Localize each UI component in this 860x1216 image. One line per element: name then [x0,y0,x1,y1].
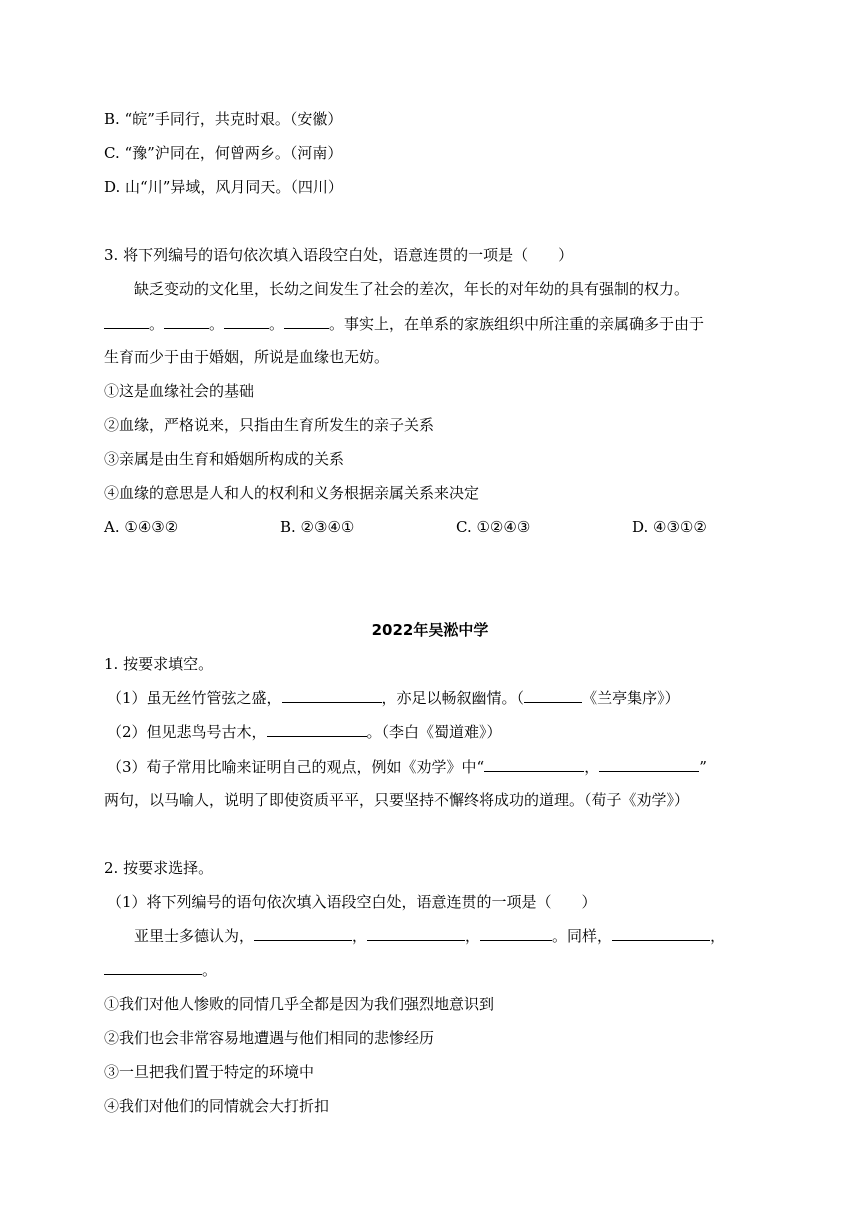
q3-item-2: ②血缘，严格说来，只指由生育所发生的亲子关系 [104,416,435,434]
text: 。同样， [552,927,613,945]
q2-item-3: ③一旦把我们置于特定的环境中 [104,1063,315,1081]
text: ， [710,927,726,945]
option-b-line: B. “皖”手同行，共克时艰。（安徽） [104,110,343,128]
sep: 。 [269,315,285,333]
text: 。（李白《蜀道难》） [366,723,502,741]
fill-blank[interactable] [282,688,382,703]
q3-stem: 3. 将下列编号的语句依次填入语段空白处，语意连贯的一项是（ ） [104,246,574,264]
q2-item-1: ①我们对他人惨败的同情几乎全都是因为我们强烈地意识到 [104,995,495,1013]
text: ” [699,758,707,776]
text: ，亦足以畅叙幽情。（ [381,689,525,707]
q3-item-1: ①这是血缘社会的基础 [104,382,255,400]
q3-para3: 生育而少于由于婚姻，所说是血缘也无妨。 [104,348,390,366]
q2-sub1: （1）将下列编号的语句依次填入语段空白处，语意连贯的一项是（ ） [107,893,597,911]
q3-option-a[interactable]: A. ①④③② [104,518,179,536]
q3-item-3: ③亲属是由生育和婚姻所构成的关系 [104,450,345,468]
fill-blank[interactable] [284,314,329,329]
text: 。 [202,961,218,979]
fill-blank[interactable] [254,926,352,941]
option-d-line: D. 山“川”异域，风月同天。（四川） [104,178,343,196]
section-title: 2022年吴淞中学 [371,621,489,639]
fill-blank[interactable] [612,926,710,941]
q1-sub1 [107,687,680,709]
q3-option-c[interactable]: C. ①②④③ [456,518,531,536]
q1-sub3 [107,756,707,778]
q3-para2 [104,313,704,335]
q3-option-b[interactable]: B. ②③④① [280,518,355,536]
text: 亚里士多德认为， [134,927,255,945]
fill-blank[interactable] [104,960,202,975]
fill-blank[interactable] [224,314,269,329]
q3-item-4: ④血缘的意思是人和人的权利和义务根据亲属关系来决定 [104,484,480,502]
text: （3）荀子常用比喻来证明自己的观点，例如《劝学》中“ [107,758,485,776]
q3-option-d[interactable]: D. ④③①② [632,518,707,536]
fill-blank[interactable] [480,926,552,941]
q2-para-cont [104,959,217,981]
sep: 。 [209,315,225,333]
text: ， [352,927,368,945]
fill-blank[interactable] [104,314,149,329]
text: ， [465,927,481,945]
q2-para [134,925,725,947]
q1-stem: 1. 按要求填空。 [104,655,214,673]
text: 《兰亭集序》） [582,689,680,707]
q2-item-2: ②我们也会非常容易地遭遇与他们相同的悲惨经历 [104,1029,435,1047]
text: （1）虽无丝竹管弦之盛， [107,689,282,707]
fill-blank[interactable] [367,926,465,941]
sep: 。 [149,315,165,333]
q2-item-4: ④我们对他们的同情就会大打折扣 [104,1097,330,1115]
q3-para2-tail: 。事实上，在单系的家族组织中所注重的亲属确多于由于 [329,315,705,333]
fill-blank[interactable] [524,688,582,703]
text: （2）但见悲鸟号古木， [107,723,267,741]
q3-para1: 缺乏变动的文化里，长幼之间发生了社会的差次，年长的对年幼的具有强制的权力。 [134,280,690,298]
q1-sub2 [107,721,502,743]
fill-blank[interactable] [267,722,367,737]
fill-blank[interactable] [164,314,209,329]
q2-stem: 2. 按要求选择。 [104,859,214,877]
q1-sub3-cont: 两句，以马喻人，说明了即使资质平平，只要坚持不懈终将成功的道理。（荀子《劝学》） [104,791,690,809]
text: ， [584,758,600,776]
fill-blank[interactable] [599,757,699,772]
option-c-line: C. “豫”沪同在，何曾两乡。（河南） [104,144,343,162]
fill-blank[interactable] [484,757,584,772]
